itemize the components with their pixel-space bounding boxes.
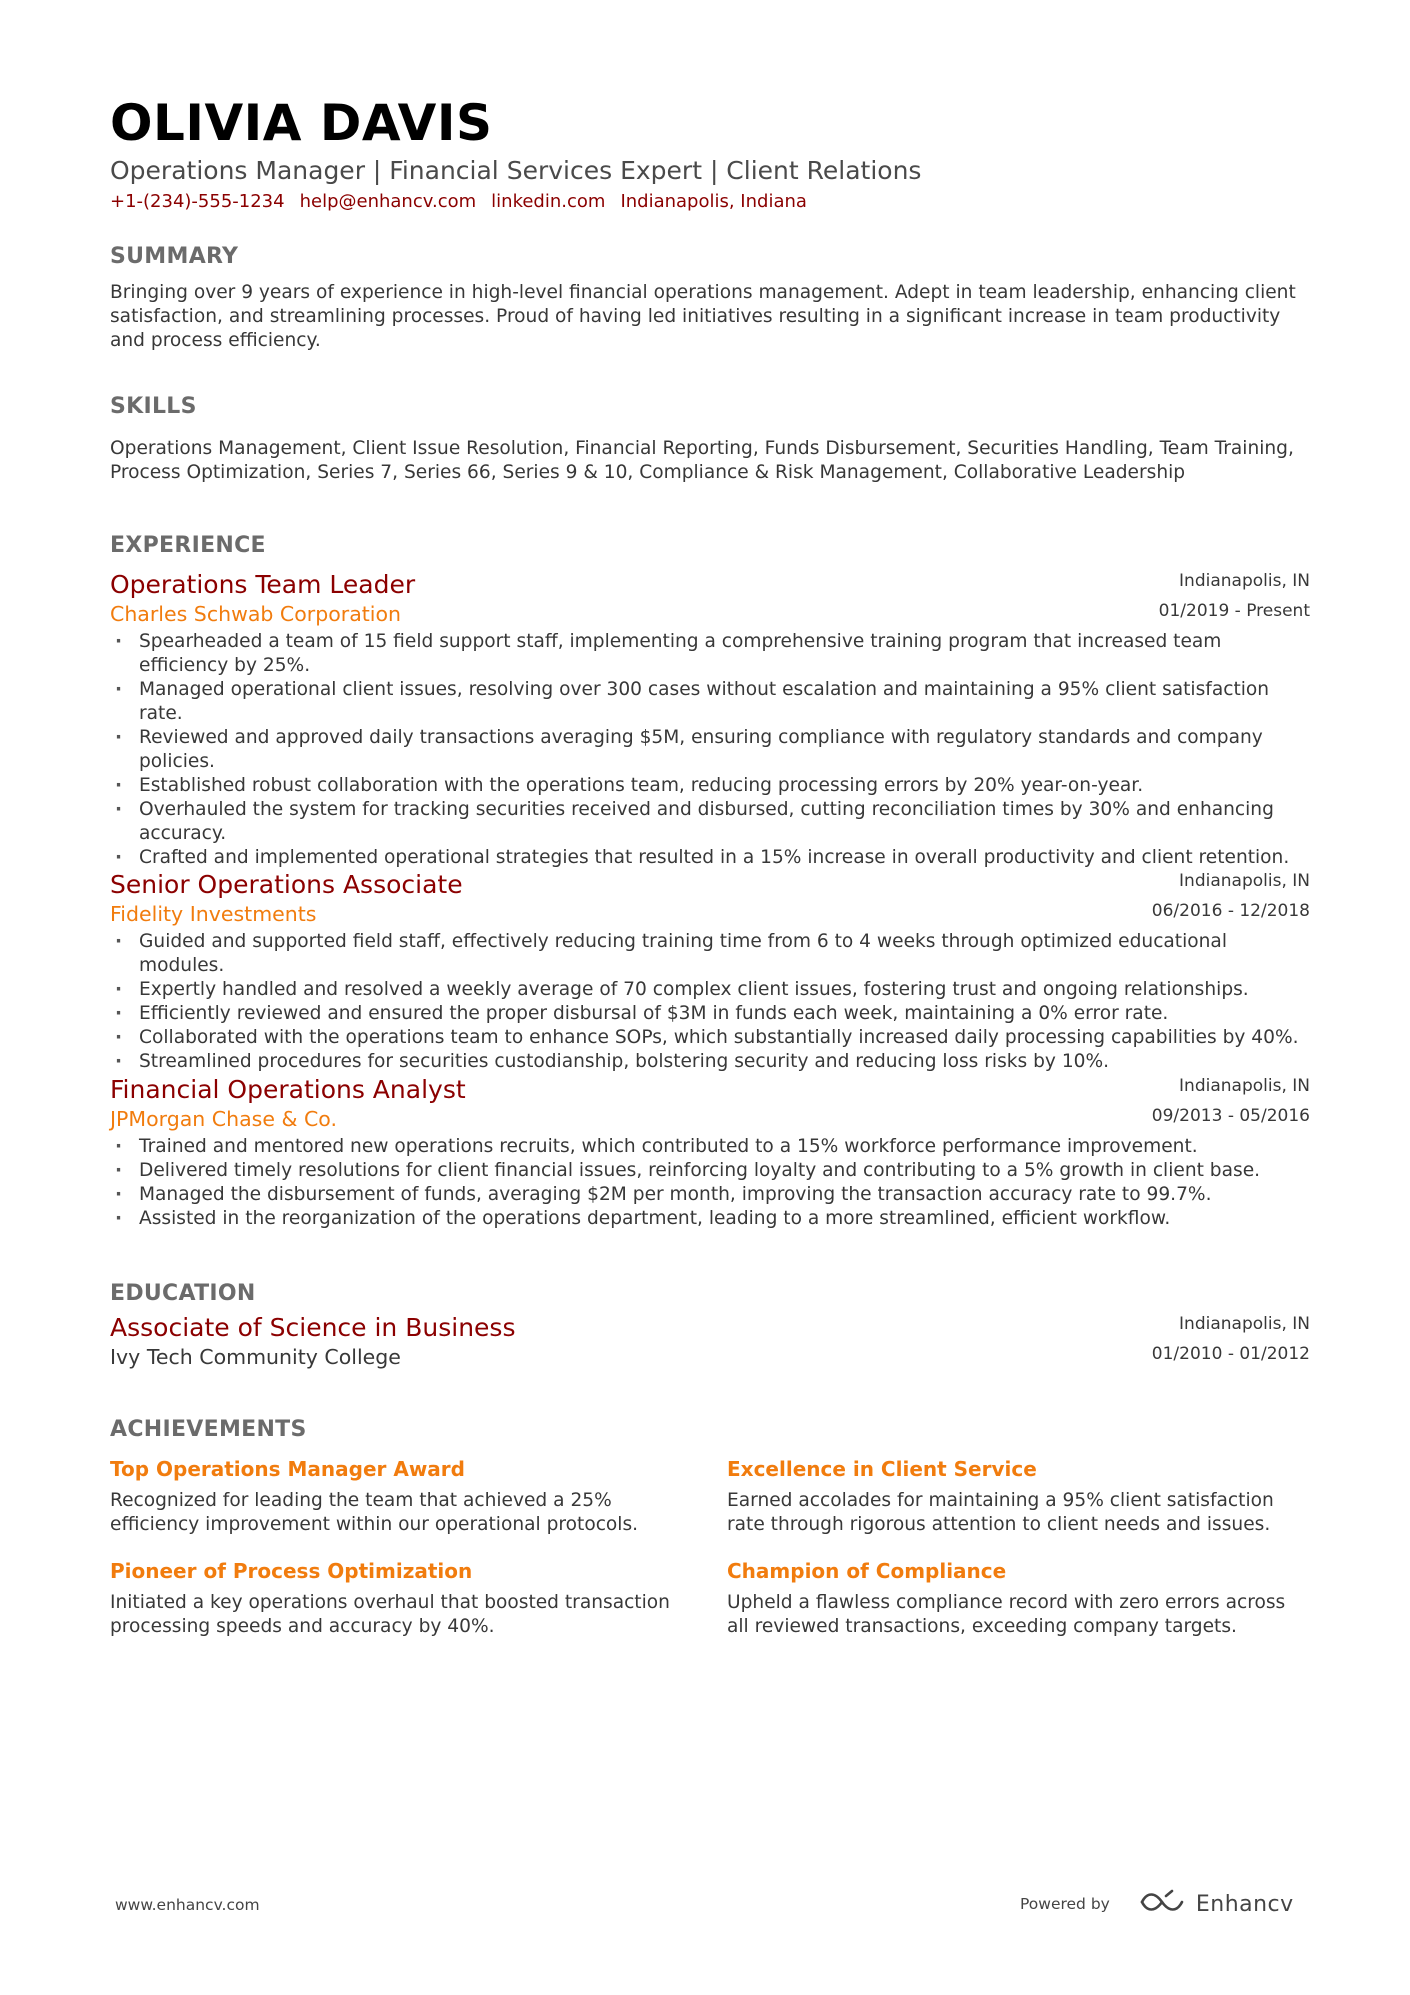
job-bullet: · Reviewed and approved daily transactions averaging $5M, ensuring compliance with regulatory standards and company policies. <box>110 726 1310 774</box>
job-bullet: · Managed the disbursement of funds, averaging $2M per month, improving the transaction accuracy rate to 99.7%. <box>110 1183 1310 1207</box>
summary-heading: SUMMARY <box>110 244 239 269</box>
education-dates: 01/2010 - 01/2012 <box>1151 1344 1310 1364</box>
degree-title: Associate of Science in Business <box>110 1313 516 1342</box>
location-text: Indianapolis, Indiana <box>620 191 807 212</box>
achievement-item <box>727 1558 1307 1639</box>
achievement-title: Top Operations Manager Award <box>110 1457 465 1481</box>
achievement-title: Excellence in Client Service <box>727 1457 1037 1481</box>
school-name: Ivy Tech Community College <box>110 1345 401 1369</box>
achievements-heading: ACHIEVEMENTS <box>110 1417 307 1442</box>
job-bullet: · Crafted and implemented operational strategies that resulted in a 15% increase in overall productivity and client retention. <box>110 846 1310 870</box>
job-bullet: · Spearheaded a team of 15 field support staff, implementing a comprehensive training program that increased team efficiency by 25%. <box>110 630 1310 678</box>
candidate-name: OLIVIA DAVIS <box>110 94 493 152</box>
education-location: Indianapolis, IN <box>1179 1314 1310 1334</box>
education-heading: EDUCATION <box>110 1281 256 1306</box>
job-bullets <box>110 630 1310 870</box>
job-bullet: · Delivered timely resolutions for client financial issues, reinforcing loyalty and contributing to a 5% growth in client base. <box>110 1159 1310 1183</box>
job-bullets <box>110 930 1310 1074</box>
achievement-item <box>727 1456 1307 1537</box>
job-bullet: · Assisted in the reorganization of the operations department, leading to a more streamlined, efficient workflow. <box>110 1207 1310 1231</box>
footer-website-link[interactable]: www.enhancv.com <box>115 1896 260 1914</box>
job-company: JPMorgan Chase & Co. <box>110 1107 337 1131</box>
job-company: Fidelity Investments <box>110 902 317 926</box>
email-link[interactable]: help@enhancv.com <box>299 191 477 212</box>
job-company: Charles Schwab Corporation <box>110 602 402 626</box>
enhancv-logo-icon <box>1138 1889 1186 1919</box>
skills-heading: SKILLS <box>110 394 197 419</box>
job-bullet: · Established robust collaboration with the operations team, reducing processing errors by 20% year-on-year. <box>110 774 1310 798</box>
achievement-title: Champion of Compliance <box>727 1559 1007 1583</box>
job-dates: 09/2013 - 05/2016 <box>1151 1106 1310 1126</box>
summary-text: Bringing over 9 years of experience in high-level financial operations management. Adept in team leadership, enhancing client satisfaction, and streamlining processes. Proud of having led initiatives resulting in a significant increase in team productivity and process efficiency. <box>110 282 1296 351</box>
job-bullet: · Expertly handled and resolved a weekly average of 70 complex client issues, fostering trust and ongoing relationships. <box>110 978 1310 1002</box>
job-location: Indianapolis, IN <box>1179 571 1310 591</box>
enhancv-brand-text: Enhancv <box>1195 1891 1294 1917</box>
candidate-headline: Operations Manager | Financial Services Expert | Client Relations <box>110 156 922 185</box>
job-bullet: · Guided and supported field staff, effectively reducing training time from 6 to 4 weeks through optimized educational modules. <box>110 930 1310 978</box>
job-location: Indianapolis, IN <box>1179 871 1310 891</box>
job-bullet: · Efficiently reviewed and ensured the proper disbursal of $3M in funds each week, maintaining a 0% error rate. <box>110 1002 1310 1026</box>
achievement-description: Recognized for leading the team that achieved a 25% efficiency improvement within our operational protocols. <box>110 1490 639 1535</box>
contact-line <box>110 191 822 212</box>
job-dates: 06/2016 - 12/2018 <box>1151 901 1310 921</box>
job-location: Indianapolis, IN <box>1179 1076 1310 1096</box>
job-title: Operations Team Leader <box>110 570 416 599</box>
job-bullet: · Managed operational client issues, resolving over 300 cases without escalation and maintaining a 95% client satisfaction rate. <box>110 678 1310 726</box>
skills-text: Operations Management, Client Issue Resolution, Financial Reporting, Funds Disbursement, Securities Handling, Team Training, Process Optimization, Series 7, Series 66, Series 9 & 10, Compliance & Risk Management, Collaborative Leadership <box>110 438 1294 483</box>
job-bullet: · Overhauled the system for tracking securities received and disbursed, cutting reconciliation times by 30% and enhancing accuracy. <box>110 798 1310 846</box>
job-dates: 01/2019 - Present <box>1158 601 1310 621</box>
linkedin-link[interactable]: linkedin.com <box>491 191 606 212</box>
achievement-item <box>110 1558 690 1639</box>
job-title: Senior Operations Associate <box>110 870 463 899</box>
job-title: Financial Operations Analyst <box>110 1075 466 1104</box>
powered-by-label: Powered by <box>1020 1895 1110 1913</box>
experience-heading: EXPERIENCE <box>110 533 266 558</box>
achievement-description: Upheld a flawless compliance record with zero errors across all reviewed transactions, exceeding company targets. <box>727 1592 1286 1637</box>
achievement-description: Earned accolades for maintaining a 95% client satisfaction rate through rigorous attention to client needs and issues. <box>727 1490 1274 1535</box>
job-bullet: · Streamlined procedures for securities custodianship, bolstering security and reducing loss risks by 10%. <box>110 1050 1310 1074</box>
phone-link[interactable]: +1-(234)-555-1234 <box>110 191 285 212</box>
achievement-item <box>110 1456 690 1537</box>
job-bullet: · Trained and mentored new operations recruits, which contributed to a 15% workforce performance improvement. <box>110 1135 1310 1159</box>
achievement-title: Pioneer of Process Optimization <box>110 1559 473 1583</box>
achievement-description: Initiated a key operations overhaul that boosted transaction processing speeds and accuracy by 40%. <box>110 1592 670 1637</box>
job-bullets <box>110 1135 1310 1231</box>
footer-branding <box>1020 1886 1294 1922</box>
job-bullet: · Collaborated with the operations team to enhance SOPs, which substantially increased daily processing capabilities by 40%. <box>110 1026 1310 1050</box>
